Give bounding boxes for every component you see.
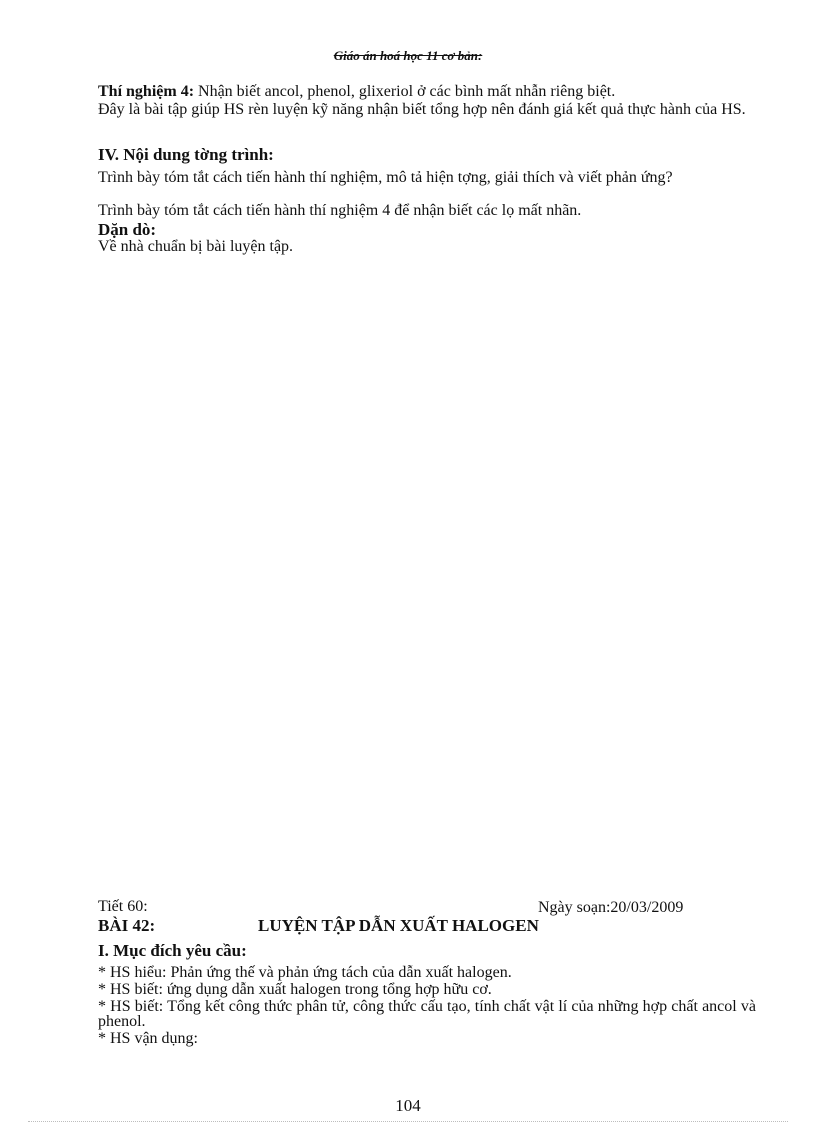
section-1-heading: I. Mục đích yêu cầu: <box>98 941 247 960</box>
homework-heading: Dặn dò: <box>98 220 157 239</box>
lesson-title-row <box>98 916 718 936</box>
section-4-line-1: Trình bày tóm tắt cách tiến hành thí nghiệm, mô tả hiện tợng, giải thích và viết phản ứng? <box>98 169 673 186</box>
experiment-4-paragraph <box>98 84 756 99</box>
lesson-title: LUYỆN TẬP DẪN XUẤT HALOGEN <box>258 916 539 935</box>
homework-text: Về nhà chuẩn bị bài luyện tập. <box>98 238 294 255</box>
page-header: Giáo án hoá học 11 cơ bản: <box>333 48 483 63</box>
experiment-4-text: Nhận biết ancol, phenol, glixeriol ở các bình mất nhẫn riêng biệt. <box>194 83 616 100</box>
footer-divider <box>28 1121 788 1122</box>
lesson-period: Tiết 60: <box>98 898 148 915</box>
experiment-4-note: Đây là bài tập giúp HS rèn luyện kỹ năng nhận biết tổng hợp nên đánh giá kết quả thực hành của HS. <box>98 101 746 118</box>
objective-item: * HS biết: Tổng kết công thức phân tử, công thức cấu tạo, tính chất vật lí của những hợp chất ancol và phenol. <box>98 998 756 1030</box>
objective-item: * HS vận dụng: <box>98 1030 198 1047</box>
lesson-number: BÀI 42: <box>98 916 156 935</box>
objective-item: * HS biết: ứng dụng dẫn xuất halogen trong tổng hợp hữu cơ. <box>98 981 492 998</box>
objective-item: * HS hiểu: Phản ứng thế và phản ứng tách của dẫn xuất halogen. <box>98 964 512 981</box>
experiment-4-label: Thí nghiệm 4: <box>98 83 195 100</box>
section-4-line-2: Trình bày tóm tắt cách tiến hành thí nghiệm 4 để nhận biết các lọ mất nhãn. <box>98 202 582 219</box>
section-4-heading: IV. Nội dung tờng trình: <box>98 145 274 164</box>
page-number: 104 <box>395 1096 421 1115</box>
lesson-date: Ngày soạn:20/03/2009 <box>538 899 684 916</box>
